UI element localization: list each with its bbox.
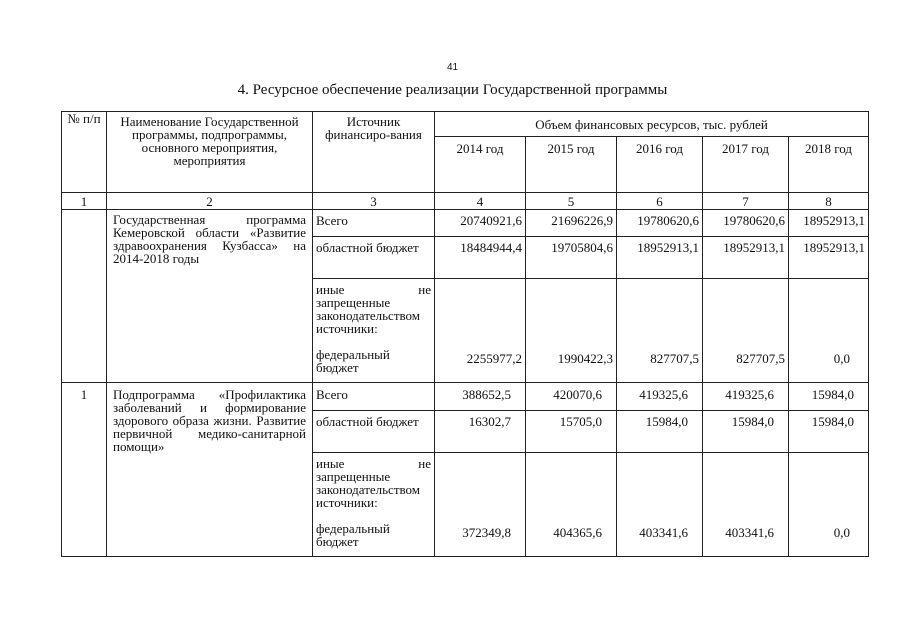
value-cell: [703, 453, 789, 557]
header-row-1: [62, 112, 869, 137]
value-cell: [789, 453, 869, 557]
header-volume: Объем финансовых ресурсов, тыс. рублей: [435, 112, 869, 137]
value-cell: 19780620,6: [617, 210, 703, 237]
value-cell: [526, 453, 617, 557]
index-cell: 4: [435, 193, 526, 210]
year-2015: 2015 год: [526, 137, 617, 193]
federal-value: 0,0: [833, 351, 851, 366]
year-2016: 2016 год: [617, 137, 703, 193]
value-cell: [435, 279, 526, 383]
source-other-label: иные не запрещенные законодательством источники:: [316, 456, 431, 510]
federal-value: 827707,5: [650, 351, 699, 366]
index-cell: 5: [526, 193, 617, 210]
value-cell: 19780620,6: [703, 210, 789, 237]
index-row: [62, 193, 869, 210]
value-cell: 18952913,1: [789, 237, 869, 279]
program-num: [62, 210, 107, 383]
value-cell: 388652,5: [435, 383, 526, 411]
source-label: Всего: [313, 383, 435, 411]
federal-value: 404365,6: [553, 525, 602, 540]
value-cell: 16302,7: [435, 411, 526, 453]
year-2018: 2018 год: [789, 137, 869, 193]
federal-value: 827707,5: [736, 351, 785, 366]
source-federal-label: федеральный бюджет: [316, 521, 390, 549]
federal-value: 372349,8: [462, 525, 511, 540]
header-source: Источник финансиро-вания: [313, 112, 435, 193]
source-federal-label: федеральный бюджет: [316, 347, 390, 375]
header-num: № п/п: [62, 112, 107, 193]
index-cell: 8: [789, 193, 869, 210]
value-cell: 18484944,4: [435, 237, 526, 279]
federal-value: 403341,6: [725, 525, 774, 540]
federal-value: 403341,6: [639, 525, 688, 540]
program-total-row: [62, 210, 869, 237]
value-cell: [435, 453, 526, 557]
source-cell: [313, 279, 435, 383]
year-2014: 2014 год: [435, 137, 526, 193]
value-cell: 19705804,6: [526, 237, 617, 279]
index-cell: 7: [703, 193, 789, 210]
source-label: областной бюджет: [313, 411, 435, 453]
value-cell: 18952913,1: [789, 210, 869, 237]
value-cell: 420070,6: [526, 383, 617, 411]
page-number: 41: [446, 62, 459, 73]
value-cell: 15984,0: [789, 383, 869, 411]
value-cell: [617, 279, 703, 383]
source-label: Всего: [313, 210, 435, 237]
subprogram-num: 1: [62, 383, 107, 557]
index-cell: 1: [62, 193, 107, 210]
index-cell: 3: [313, 193, 435, 210]
year-2017: 2017 год: [703, 137, 789, 193]
source-other-label: иные не запрещенные законодательством источники:: [316, 282, 431, 336]
program-name: Государственная программа Кемеровской области «Развитие здравоохранения Кузбасса» на 2014-2018 годы: [107, 210, 313, 383]
source-label: областной бюджет: [313, 237, 435, 279]
subprogram-total-row: [62, 383, 869, 411]
value-cell: 419325,6: [703, 383, 789, 411]
value-cell: 15984,0: [703, 411, 789, 453]
value-cell: 18952913,1: [617, 237, 703, 279]
value-cell: [617, 453, 703, 557]
federal-value: 0,0: [833, 525, 851, 540]
resource-table: [61, 111, 869, 557]
value-cell: 15705,0: [526, 411, 617, 453]
value-cell: [703, 279, 789, 383]
document-title: 4. Ресурсное обеспечение реализации Государственной программы: [237, 82, 668, 98]
federal-value: 1990422,3: [557, 351, 613, 366]
federal-value: 2255977,2: [466, 351, 522, 366]
value-cell: 18952913,1: [703, 237, 789, 279]
source-cell: [313, 453, 435, 557]
index-cell: 6: [617, 193, 703, 210]
header-name: Наименование Государственной программы, подпрограммы, основного мероприятия, мероприятия: [107, 112, 313, 193]
value-cell: 21696226,9: [526, 210, 617, 237]
value-cell: [526, 279, 617, 383]
value-cell: 15984,0: [617, 411, 703, 453]
value-cell: 20740921,6: [435, 210, 526, 237]
value-cell: 15984,0: [789, 411, 869, 453]
index-cell: 2: [107, 193, 313, 210]
value-cell: 419325,6: [617, 383, 703, 411]
subprogram-name: Подпрограмма «Профилактика заболеваний и формирование здорового образа жизни. Развитие первичной медико-санитарной помощи»: [107, 383, 313, 557]
value-cell: [789, 279, 869, 383]
